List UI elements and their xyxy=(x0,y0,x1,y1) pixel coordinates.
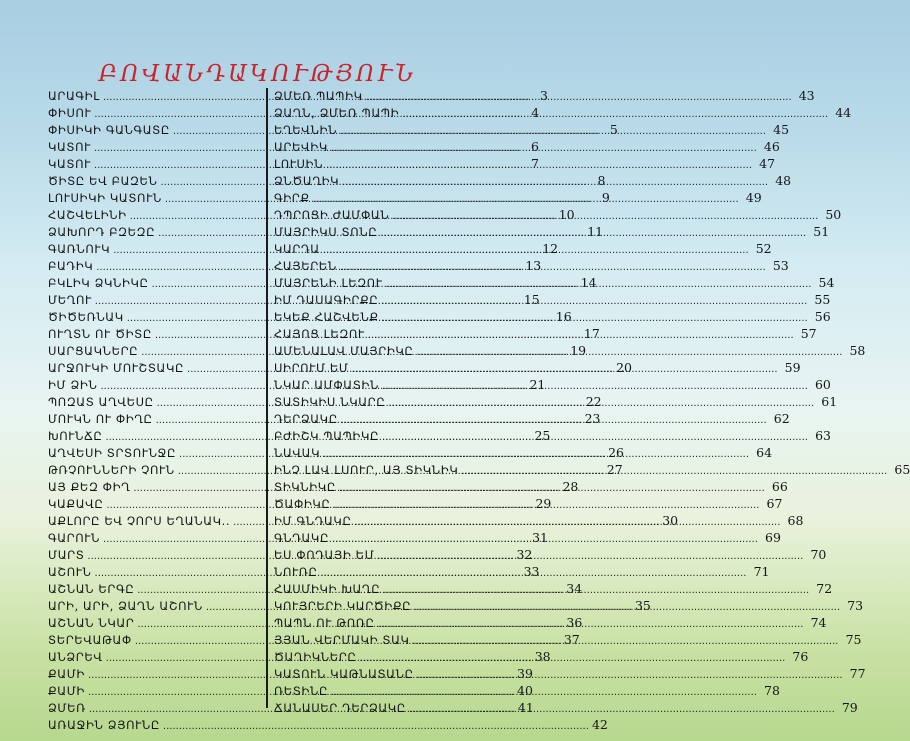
toc-leader-dots xyxy=(323,243,749,258)
toc-entry-page: 62 xyxy=(773,411,790,426)
toc-entry-page: 25 xyxy=(534,428,551,443)
toc-entry-page: 74 xyxy=(810,615,827,630)
toc-entry-page: 39 xyxy=(517,666,533,681)
toc-entry-page: 10 xyxy=(558,207,575,222)
toc-entry-title: ՄԱՐՏ xyxy=(48,548,85,562)
toc-entry-page: 51 xyxy=(813,224,830,239)
toc-entry-title: ՀԱՅՈՑ ԼԵԶՈՒ xyxy=(274,327,365,341)
toc-entry-title: ԼՈՒՍԻՆ xyxy=(274,157,324,171)
toc-entry-page: 48 xyxy=(775,173,792,188)
toc-entry-page: 65 xyxy=(894,462,910,477)
toc-entry-page: 19 xyxy=(570,343,587,358)
toc-entry-page: 30 xyxy=(662,513,679,528)
toc-entry-page: 44 xyxy=(835,105,852,120)
toc-entry-title: ՀԱՍՄԻԿԻ ԽԱՂԸ xyxy=(274,582,381,596)
toc-entry xyxy=(274,173,792,190)
toc-leader-dots xyxy=(342,175,768,190)
toc-leader-dots xyxy=(368,328,794,343)
toc-entry-title: ՆԿԱՐ ԱՄՓԱՏԻՆ xyxy=(274,378,379,392)
toc-entry-title: ԱՇՆԱՆ ՆԿԱՐ xyxy=(48,616,135,630)
toc-entry-title: ԲԺԻՇԿ ՊԱՊԻԿԸ xyxy=(274,429,380,443)
toc-entry-title: ՈՒՂՏՆ ՈՒ ԾԻՏԸ xyxy=(48,327,152,341)
toc-entry-page: 68 xyxy=(787,513,804,528)
toc-entry-page: 6 xyxy=(530,139,539,154)
toc-entry-title: ՏԵՐԵՎԱԹԱՓ xyxy=(48,633,132,647)
toc-leader-dots xyxy=(392,209,818,224)
toc-entry-title: ԹՌՉՈՒՆՆԵՐԻ ՉՈՒՆ xyxy=(48,463,175,477)
toc-entry-page: 73 xyxy=(847,598,864,613)
toc-leader-dots xyxy=(366,90,792,105)
toc-leader-dots xyxy=(340,260,766,275)
toc-entry-page: 9 xyxy=(601,190,610,205)
toc-entry-title: ՁՄԵՌ ՊԱՊԻԿ xyxy=(274,89,363,103)
toc-entry-page: 71 xyxy=(753,564,770,579)
toc-entry-page: 5 xyxy=(609,122,618,137)
toc-entry-title: ՁՆԾԱՂԻԿ xyxy=(274,174,340,188)
toc-entry-page: 43 xyxy=(798,88,815,103)
toc-entry-page: 34 xyxy=(566,581,583,596)
toc-leader-dots xyxy=(386,277,812,292)
toc-entry-title: ՃԱՆԱՍԵՐ ԴԵՐՁԱԿԸ xyxy=(274,701,406,715)
toc-entry-title: ՁԱԽՈՐԴ ԲԶԵԶԸ xyxy=(48,225,156,239)
toc-entry-page: 79 xyxy=(841,700,858,715)
toc-entry-title: ԵԿԵՔ ՀԱՇՎԵՆՔ xyxy=(274,310,379,324)
toc-entry-title: ԳԻՐՔ xyxy=(274,191,310,205)
toc-entry-page: 69 xyxy=(765,530,781,545)
toc-entry-title: ՄԵՂՈՒ xyxy=(48,293,92,307)
toc-leader-dots xyxy=(378,617,804,632)
toc-entry-title: ՏԻԿՆԻԿԸ xyxy=(274,480,336,494)
toc-entry-title: ԱՐԱԳԻԼ xyxy=(48,89,100,103)
toc-leader-dots xyxy=(354,515,780,530)
toc-entry-page: 49 xyxy=(745,190,762,205)
toc-entry-title: ԾԻԾԵՌՆԱԿ xyxy=(48,310,124,324)
toc-entry-title: ԱՇՆԱՆ ԵՐԳԸ xyxy=(48,582,135,596)
toc-entry-title: ՆՈՒՌԸ xyxy=(274,565,318,579)
toc-entry-title: ԽՈՒՆՃԸ xyxy=(48,429,103,443)
toc-entry-page: 77 xyxy=(849,666,866,681)
toc-entry-page: 70 xyxy=(810,547,827,562)
toc-leader-dots xyxy=(359,651,785,666)
toc-entry-title: ԻՄ ԳՆԴԱԿԸ xyxy=(274,514,352,528)
toc-entry xyxy=(274,156,776,173)
toc-leader-dots xyxy=(417,668,843,683)
toc-entry-page: 53 xyxy=(772,258,789,273)
toc-entry-page: 42 xyxy=(591,717,608,732)
toc-entry-page: 75 xyxy=(845,632,862,647)
toc-entry-title: ԻՆՉ ԼԱՎ ԼՍՈՒՐ, ԱՅ ՏԻԿՆԻԿ xyxy=(274,463,459,477)
page-title: ԲՈՎԱՆԴԱԿՈՒԹՅՈՒՆ xyxy=(98,61,417,88)
toc-entry-page: 27 xyxy=(606,462,623,477)
toc-entry-title: ՔԱՄԻ xyxy=(48,684,85,698)
toc-entry-title: ԳԱՌՆՈՒԿ xyxy=(48,242,111,256)
toc-entry-page: 41 xyxy=(517,700,534,715)
toc-entry-page: 16 xyxy=(555,309,572,324)
toc-entry-title: ԿԱՔԱՎԸ xyxy=(48,497,104,511)
toc-entry-page: 11 xyxy=(587,224,604,239)
toc-entry-page: 29 xyxy=(535,496,552,511)
toc-entry-title: ԱՐՋՈՒԿԻ ՄՈՒՇՏԱԿԸ xyxy=(48,361,185,375)
toc-entry-page: 61 xyxy=(821,394,838,409)
toc-entry-title: ՓԻՍՈՒ xyxy=(48,106,92,120)
toc-entry-title: ԻՄ ՁԻՆ xyxy=(48,378,98,392)
toc-leader-dots xyxy=(323,447,749,462)
toc-entry-title: ԱՇՈՒՆ xyxy=(48,565,92,579)
toc-entry xyxy=(274,122,790,139)
toc-entry-title: ԱՅ ՔԵԶ ՓԻՂ xyxy=(48,480,131,494)
toc-entry-page: 20 xyxy=(616,360,632,375)
toc-entry-page: 40 xyxy=(517,683,533,698)
toc-entry-title: ԵՂԵՎՆԻՆ xyxy=(274,123,338,137)
toc-entry-page: 17 xyxy=(583,326,600,341)
toc-entry-page: 36 xyxy=(566,615,583,630)
toc-entry-page: 31 xyxy=(532,530,548,545)
toc-leader-dots xyxy=(416,345,842,360)
toc-entry-page: 59 xyxy=(784,360,801,375)
toc-entry-title: ՁԱՂՆ, ՁՄԵՌ ՊԱՊԻ xyxy=(274,106,400,120)
toc-entry-title: ԿԱՏՈՒ xyxy=(48,157,91,171)
toc-entry-title: ՌԵՏԻՆԸ xyxy=(274,684,328,698)
toc-entry-page: 72 xyxy=(816,581,833,596)
toc-entry-page: 22 xyxy=(585,394,602,409)
toc-entry-page: 15 xyxy=(523,292,540,307)
toc-entry-page: 35 xyxy=(634,598,651,613)
toc-entry-title: ԱՔԼՈՐԸ ԵՎ ՉՈՐՍ ԵՂԱՆԱԿ.. xyxy=(48,514,231,528)
toc-entry-page: 76 xyxy=(792,649,809,664)
toc-entry-page: 55 xyxy=(814,292,831,307)
toc-entry-title: ԼՈՒՍԻԿԻ ԿԱՏՈՒՆ xyxy=(48,191,162,205)
toc-entry-page: 8 xyxy=(597,173,606,188)
toc-entry-page: 12 xyxy=(542,241,559,256)
toc-leader-dots xyxy=(382,430,808,445)
toc-entry-title: ԴԵՐՁԱԿԸ xyxy=(274,412,338,426)
toc-entry-page: 63 xyxy=(815,428,831,443)
toc-entry-title: ԳԱՐՈՒՆ xyxy=(48,531,101,545)
toc-entry-title: ԿԱՏՈՒՆ ԿԱԹՆԱՏԱՆԸ xyxy=(274,667,414,681)
toc-leader-dots xyxy=(331,685,757,700)
toc-entry-title: ՊՈԶԱՏ ԱՂՎԵՍԸ xyxy=(48,395,154,409)
toc-entry-title: ԱՐԻ, ԱՐԻ, ՁԱՂՆ ԱՇՈՒՆ xyxy=(48,599,203,613)
toc-entry-page: 33 xyxy=(523,564,540,579)
toc-entry xyxy=(274,88,815,105)
toc-entry-page: 78 xyxy=(764,683,780,698)
toc-entry-title: ԱՆՁՐԵՎ xyxy=(48,650,103,664)
toc-entry xyxy=(48,717,608,734)
toc-leader-dots xyxy=(340,124,766,139)
toc-entry-title: ՀԱՇՎԵԼԻՆԻ xyxy=(48,208,127,222)
toc-entry xyxy=(274,105,852,122)
toc-entry-page: 23 xyxy=(584,411,601,426)
toc-leader-dots xyxy=(402,107,828,122)
toc-entry-page: 57 xyxy=(800,326,817,341)
toc-entry-title: ՄՈՒԿՆ ՈՒ ՓԻՂԸ xyxy=(48,412,153,426)
toc-entry-title: ԲԱԴԻԿ xyxy=(48,259,94,273)
toc-entry-title: ԾԱՓԻԿԸ xyxy=(274,497,331,511)
toc-entry-title: ՁՄԵՌ xyxy=(48,701,86,715)
toc-leader-dots xyxy=(380,226,806,241)
toc-entry-title: ԲԿԼԻԿ ՁԿՆԻԿԸ xyxy=(48,276,149,290)
toc-entry xyxy=(274,139,780,156)
toc-entry-title: ԳՆԴԱԿԸ xyxy=(274,531,329,545)
toc-leader-dots xyxy=(381,294,807,309)
toc-leader-dots xyxy=(409,702,835,717)
toc-entry-page: 28 xyxy=(562,479,579,494)
toc-entry-page: 54 xyxy=(818,275,835,290)
toc-entry-title: ՄԱՅՐԻԿՍ ՏՈՆԸ xyxy=(274,225,378,239)
toc-leader-dots xyxy=(313,192,739,207)
toc-entry-page: 47 xyxy=(759,156,776,171)
toc-entry-page: 21 xyxy=(529,377,546,392)
toc-entry-title: ԿՈՒՅՐԵՐԻ ԿԱՐԾԻՔԸ xyxy=(274,599,412,613)
toc-entry-page: 26 xyxy=(608,445,624,460)
toc-leader-dots xyxy=(377,549,803,564)
toc-leader-dots xyxy=(388,396,814,411)
toc-leader-dots xyxy=(333,498,759,513)
toc-entry-page: 64 xyxy=(756,445,773,460)
toc-entry-title: ՄԱՅՐԵՆԻ ԼԵԶՈՒ xyxy=(274,276,383,290)
toc-entry-title: ՅՅԱՆ ՎԵՐՄԱԿԻ ՏԱԿ xyxy=(274,633,410,647)
toc-leader-dots xyxy=(339,481,765,496)
toc-entry-page: 14 xyxy=(580,275,597,290)
toc-entry-title: ՊԱՊՆ ՈՒ ԹՈՌԸ xyxy=(274,616,375,630)
toc-entry-page: 32 xyxy=(516,547,533,562)
toc-entry-page: 66 xyxy=(771,479,788,494)
toc-entry-title: ԵՍ ՓՈԴԱՅԻ ԵՄ xyxy=(274,548,375,562)
toc-entry-title: ԱՄԵՆԱԼԱՎ ՄԱՅՐԻԿԸ xyxy=(274,344,414,358)
toc-leader-dots xyxy=(331,141,757,156)
toc-entry-title: ԱՂՎԵՍԻ ՏՐՏՈՒՆՋԸ xyxy=(48,446,177,460)
toc-entry-title: ՔԱՄԻ xyxy=(48,667,85,681)
toc-leader-dots xyxy=(352,362,778,377)
toc-entry-page: 52 xyxy=(755,241,772,256)
toc-leader-dots xyxy=(321,566,747,581)
toc-entry-page: 37 xyxy=(563,632,580,647)
toc-entry-title: ՀԱՅԵՐԵՆ xyxy=(274,259,337,273)
toc-entry-title: ՍԻՐՈՒՄ ԵՄ xyxy=(274,361,349,375)
toc-leader-dots xyxy=(414,600,840,615)
toc-entry xyxy=(274,190,762,207)
toc-leader-dots xyxy=(341,413,767,428)
toc-leader-dots xyxy=(383,583,809,598)
toc-entry-title: ԱՐԵՎԻԿ xyxy=(274,140,328,154)
toc-entry-page: 7 xyxy=(530,156,539,171)
toc-leader-dots xyxy=(413,634,839,649)
toc-entry-page: 60 xyxy=(814,377,831,392)
toc-entry-title: ԴՊՐՈՑԻ ԺԱՄՓԱՆ xyxy=(274,208,390,222)
toc-entry-page: 45 xyxy=(773,122,790,137)
toc-entry-page: 46 xyxy=(763,139,780,154)
toc-entry-page: 56 xyxy=(814,309,831,324)
toc-leader-dots xyxy=(163,719,589,734)
toc-entry-title: ՆԱՎԱԿ xyxy=(274,446,321,460)
toc-entry-title: ՓԻՍԻԿԻ ԳԱՆԳԱՏԸ xyxy=(48,123,170,137)
toc-entry-title: ՏԱՏԻԿԻՍ ՆԿԱՐԸ xyxy=(274,395,386,409)
toc-entry-title: ԿԱՏՈՒ xyxy=(48,140,91,154)
toc-entry-title: ԾԱՂԻԿՆԵՐԸ xyxy=(274,650,357,664)
toc-leader-dots xyxy=(332,532,758,547)
toc-entry-page: 67 xyxy=(766,496,783,511)
toc-leader-dots xyxy=(326,158,752,173)
toc-leader-dots xyxy=(382,311,808,326)
toc-entry-page: 38 xyxy=(534,649,551,664)
toc-leader-dots xyxy=(382,379,808,394)
toc-entry-page: 4 xyxy=(531,105,540,120)
toc-entry-title: ԿԱՐԴԱ xyxy=(274,242,320,256)
toc-entry-title: ԾԻՏԸ ԵՎ ԲԱԶԵՆ xyxy=(48,174,158,188)
toc-leader-dots xyxy=(461,464,887,479)
toc-entry-page: 3 xyxy=(539,88,548,103)
toc-entry-title: ՍԱՐՑԱԿՆԵՐԸ xyxy=(48,344,139,358)
toc-entry-page: 58 xyxy=(849,343,866,358)
toc-entry-page: 50 xyxy=(825,207,842,222)
toc-entry-page: 13 xyxy=(525,258,542,273)
toc-entry-title: ԻՄ ԴԱՍԱԳԻՐՔԸ xyxy=(274,293,379,307)
toc-entry-title: ԱՌԱՋԻՆ ՁՅՈՒՆԸ xyxy=(48,718,160,732)
